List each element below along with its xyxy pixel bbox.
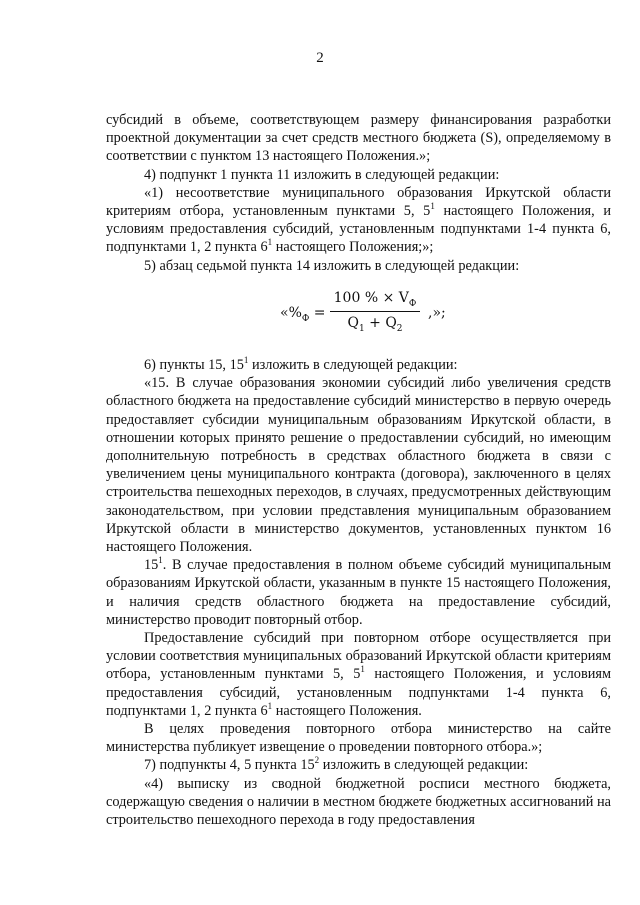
paragraph-5: 6) пункты 15, $15^1$ изложить в следующей редакции: — [144, 355, 458, 373]
paragraph-6: «15. В случае образования экономии субсидий либо увеличения средств областного бюджета на предоставление субсидий министерство в первую очередь предоставляет субсидии муниципальным образованиям Иркутской области, в отношении которых принято решение о предоставлении субсидий, но имеющим дополнительную потребность в средствах областного бюджета в связи с увеличением цены муниципального контракта (договора), заключенного в целях строительства пешеходных переходов, в случаях, предусмотренных действующим законодательством, при условии представления муниципальным образованием Иркутской области в министерство документов, установленных пунктом 16 настоящего Положения. — [106, 375, 611, 556]
text-block-top — [106, 111, 611, 275]
paragraph-2: 4) подпункт 1 пункта 11 изложить в следующей редакции: — [144, 166, 500, 183]
paragraph-9: В целях проведения повторного отбора министерство на сайте министерства публикует извещение о проведении повторного отбора.»; — [106, 721, 611, 756]
paragraph-4: 5) абзац седьмой пункта 14 изложить в следующей редакции: — [144, 257, 520, 274]
paragraph-1: субсидий в объеме, соответствующем размеру финансирования разработки проектной документации за счет средств местного бюджета (S), определяемому в соответствии с пунктом 13 настоящего Положения.»; — [106, 112, 611, 165]
text-block-bottom — [106, 356, 611, 829]
formula-fraction — [330, 290, 420, 334]
paragraph-11: «4) выписку из сводной бюджетной росписи местного бюджета, содержащую сведения о наличии в местном бюджете бюджетных ассигнований на строительство пешеходного перехода в году предоставления — [106, 775, 611, 829]
fraction-bar — [330, 311, 420, 312]
formula — [0, 288, 640, 340]
formula-denominator: $Q_1 + Q_2$ — [347, 315, 403, 334]
formula-numerator: 100 % × $V_Ф$ — [333, 290, 417, 309]
paragraph-7: $15^1$. В случае предоставления в полном объеме субсидий муниципальным образованиям Иркутской области, указанным в пункте 15 настоящего Положения, и наличия средств областного бюджета на предоставление субсидий, министерство проводит повторный отбор. — [106, 555, 611, 628]
formula-left: «$\%_Ф$ = — [280, 305, 326, 324]
paragraph-8: Предоставление субсидий при повторном отборе осуществляется при условии соответствия муниципальных образований Иркутской области критериям отбора, установленным пунктами 5, $5^1$ настоящего Положения, и условиям предоставления субсидий, установленным подпунктами 1-4 пункта 6, подпунктами 1, 2 пункта $6^1$ настоящего Положения. — [106, 630, 611, 719]
page-number: 2 — [316, 50, 324, 66]
formula-right: ,»; — [428, 305, 446, 321]
paragraph-10: 7) подпункты 4, 5 пункта $15^2$ изложить в следующей редакции: — [144, 755, 529, 774]
paragraph-3: «1) несоответствие муниципального образования Иркутской области критериям отбора, установленным пунктами 5, $5^1$ настоящего Положения, и условиям предоставления субсидий, установленным подпунктами 1-4 пункта 6, подпунктами 1, 2 пункта $6^1$ настоящего Положения;»; — [106, 184, 611, 256]
